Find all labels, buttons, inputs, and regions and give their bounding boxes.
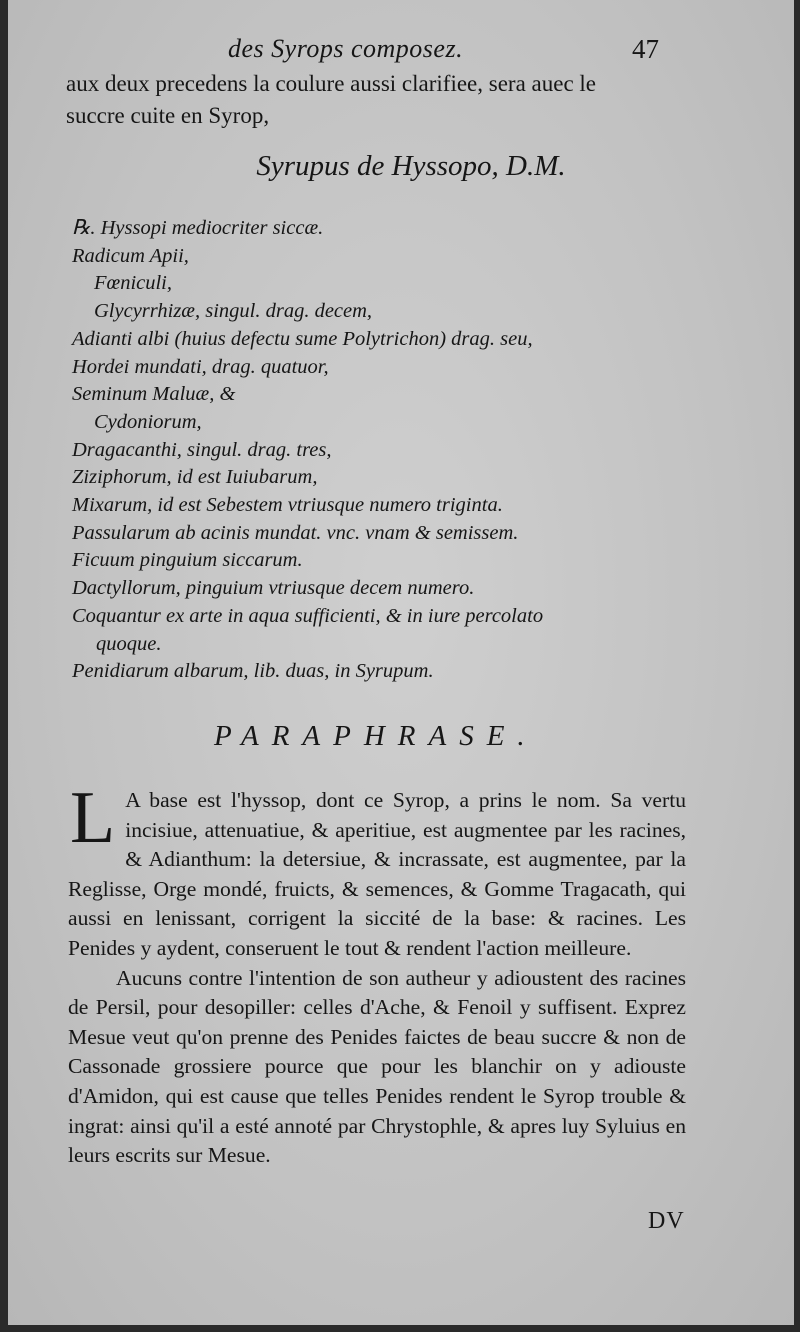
- paragraph-2: [68, 964, 686, 1171]
- drop-cap: L: [70, 777, 116, 859]
- recipe-line: Dactyllorum, pinguium vtriusque decem numero.: [72, 577, 475, 600]
- recipe-line: Ficuum pinguium siccarum.: [72, 549, 303, 572]
- recipe-line: Adianti albi (huius defectu sume Polytrichon) drag. seu,: [72, 327, 533, 350]
- recipe-list: [72, 215, 752, 686]
- recipe-line: Penidiarum albarum, lib. duas, in Syrupum.: [72, 660, 434, 683]
- book-page: [8, 0, 794, 1325]
- recipe-line: Radicum Apii,: [72, 244, 189, 267]
- recipe-line: Hordei mundati, drag. quatuor,: [72, 355, 329, 378]
- paragraph-1: [68, 777, 686, 964]
- paraphrase-body: [68, 777, 686, 1171]
- catchword: DV: [648, 1208, 685, 1234]
- recipe-line: Coquantur ex arte in aqua sufficienti, & in iure percolato: [72, 604, 544, 627]
- recipe-line: quoque.: [96, 632, 162, 655]
- running-head: des Syrops composez.: [228, 34, 464, 63]
- text-line: succre cuite en Syrop,: [66, 103, 270, 128]
- paragraph-2-text: Aucuns contre l'intention de son autheur y adioustent des racines de Persil, pour desopiller: celles d'Ache, & Fenoil y suffisent. Exprez Mesue veut qu'on prenne des Penides faictes de beau succre & non de Cassonade grossiere pource que pour les blanchir on y adiouste d'Amidon, qui est cause que telles Penides rendent le Syrop trouble & ingrat: ainsi qu'il a esté annoté par Chrystophle, & apres luy Syluius en leurs escrits sur Mesue.: [68, 965, 686, 1168]
- recipe-line: Seminum Maluæ, &: [72, 383, 236, 406]
- recipe-title: Syrupus de Hyssopo, D.M.: [256, 150, 566, 182]
- recipe-line: Fœniculi,: [94, 272, 173, 295]
- page-header: [8, 34, 794, 68]
- recipe-line: ℞. Hyssopi mediocriter siccæ.: [72, 217, 324, 239]
- recipe-line: Passularum ab acinis mundat. vnc. vnam & semissem.: [72, 521, 519, 544]
- recipe-line: Ziziphorum, id est Iuiubarum,: [72, 466, 318, 489]
- text-line: aux deux precedens la coulure aussi clarifiee, sera auec le: [66, 71, 596, 96]
- recipe-line: Mixarum, id est Sebestem vtriusque numero triginta.: [72, 494, 503, 517]
- page-number: 47: [632, 34, 659, 64]
- paraphrase-heading: PARAPHRASE.: [214, 720, 538, 752]
- recipe-line: Dragacanthi, singul. drag. tres,: [72, 438, 332, 461]
- recipe-line: Cydoniorum,: [94, 410, 202, 433]
- continuation-text: [66, 68, 746, 132]
- recipe-line: Glycyrrhizæ, singul. drag. decem,: [94, 300, 373, 323]
- paragraph-1-text: A base est l'hyssop, dont ce Syrop, a prins le nom. Sa vertu incisiue, attenuatiue, & aperitiue, est augmentee par les racines, & Adianthum: la detersiue, & incrassate, est augmentee, par la Reglisse, Orge mondé, fruicts, & semences, & Gomme Tragacath, qui aussi en lenissant, corrigent la siccité de la base: & racines. Les Penides y aydent, conseruent le tout & rendent l'action meilleure.: [68, 788, 686, 960]
